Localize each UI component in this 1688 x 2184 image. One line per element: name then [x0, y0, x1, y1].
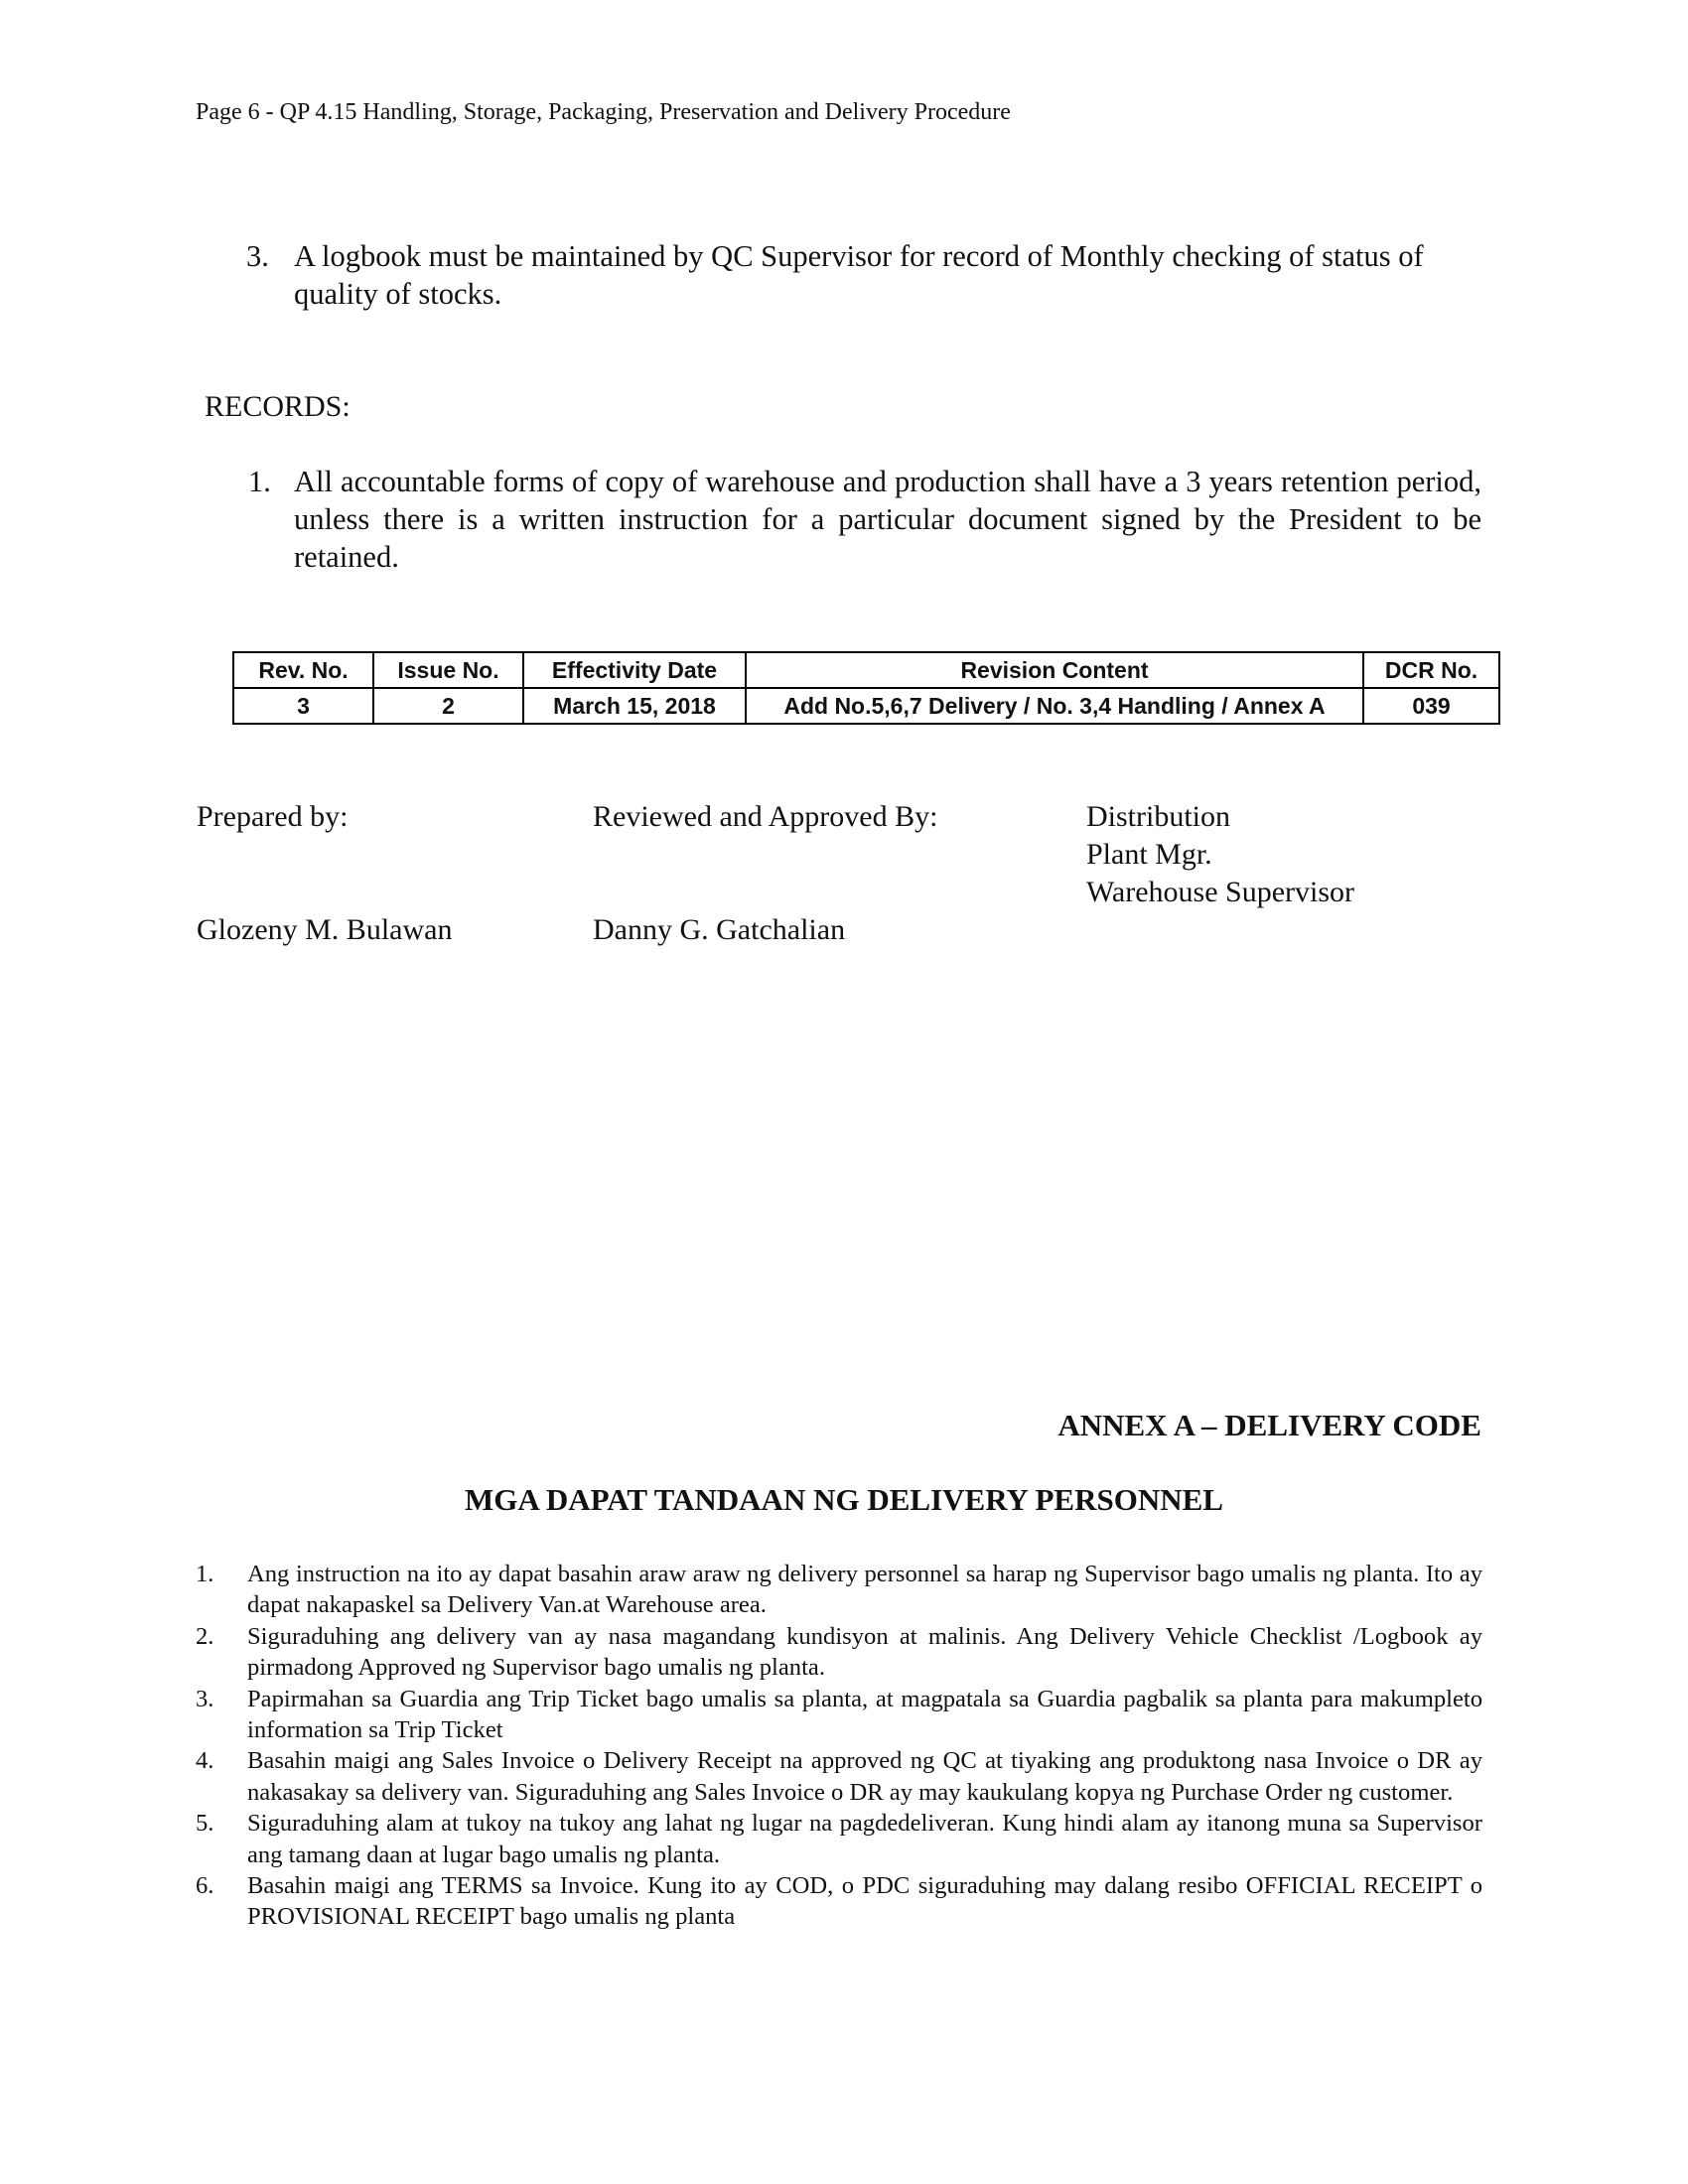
reviewed-by-name: Danny G. Gatchalian	[593, 913, 846, 946]
column-header: Rev. No.	[233, 652, 373, 688]
revision-table	[232, 651, 1500, 725]
list-number: 1.	[196, 1561, 214, 1587]
list-item	[196, 1684, 1482, 1746]
distribution-line: Distribution	[1086, 800, 1231, 833]
column-header: DCR No.	[1363, 652, 1499, 688]
list-number: 4.	[196, 1747, 214, 1775]
records-heading: RECORDS:	[205, 390, 351, 423]
annex-subtitle: MGA DAPAT TANDAAN NG DELIVERY PERSONNEL	[465, 1482, 1223, 1517]
list-text: Basahin maigi ang Sales Invoice o Delivery Receipt na approved ng QC at tiyaking ang produktong nasa Invoice o DR ay nakasakay sa delivery van. Siguraduhing ang Sales Invoice o DR ay may kaukulang kopya ng Purchase Order ng customer.	[247, 1747, 1482, 1806]
distribution-line: Warehouse Supervisor	[1086, 876, 1355, 908]
prepared-by-name: Glozeny M. Bulawan	[197, 913, 453, 946]
table-header-row	[233, 652, 1499, 688]
table-row	[233, 688, 1499, 724]
annex-title: ANNEX A – DELIVERY CODE	[1057, 1408, 1481, 1442]
table-cell: 039	[1363, 688, 1499, 724]
list-number: 3.	[246, 239, 269, 273]
list-item	[196, 1870, 1482, 1933]
prepared-by-label: Prepared by:	[197, 800, 349, 833]
reviewed-by-label: Reviewed and Approved By:	[593, 800, 938, 833]
list-text: Siguraduhing ang delivery van ay nasa magandang kundisyon at malinis. Ang Delivery Vehicle Checklist /Logbook ay pirmadong Approved ng Supervisor bago umalis ng planta.	[247, 1622, 1482, 1682]
column-header: Revision Content	[746, 652, 1363, 688]
list-number: 6.	[196, 1872, 214, 1900]
list-number: 3.	[196, 1685, 214, 1712]
page-header: Page 6 - QP 4.15 Handling, Storage, Packaging, Preservation and Delivery Procedure	[196, 99, 1011, 125]
list-text: Ang instruction na ito ay dapat basahin araw araw ng delivery personnel sa harap ng Supervisor bago umalis ng planta. Ito ay dapat nakapaskel sa Delivery Van.at Warehouse area.	[247, 1561, 1482, 1619]
list-text: All accountable forms of copy of warehouse and production shall have a 3 years retention period, unless there is a written instruction for a particular document signed by the President to be retained.	[294, 465, 1481, 574]
list-text: Basahin maigi ang TERMS sa Invoice. Kung ito ay COD, o PDC siguraduhing may dalang resibo OFFICIAL RECEIPT o PROVISIONAL RECEIPT bago umalis ng planta	[247, 1872, 1482, 1931]
list-item	[196, 1808, 1482, 1870]
table-cell: March 15, 2018	[523, 688, 746, 724]
list-item	[196, 1621, 1482, 1684]
list-text: A logbook must be maintained by QC Supervisor for record of Monthly checking of status of quality of stocks.	[294, 239, 1424, 311]
table-cell: 2	[373, 688, 523, 724]
column-header: Issue No.	[373, 652, 523, 688]
table-cell: Add No.5,6,7 Delivery / No. 3,4 Handling / Annex A	[746, 688, 1363, 724]
list-item	[196, 1745, 1482, 1808]
delivery-code-list	[196, 1559, 1482, 1933]
list-text: Papirmahan sa Guardia ang Trip Ticket bago umalis sa planta, at magpatala sa Guardia pagbalik sa planta para makumpleto information sa Trip Ticket	[247, 1685, 1482, 1744]
list-number: 1.	[248, 465, 271, 498]
column-header: Effectivity Date	[523, 652, 746, 688]
table-cell: 3	[233, 688, 373, 724]
distribution-line: Plant Mgr.	[1086, 838, 1212, 871]
list-item	[196, 1559, 1482, 1621]
list-number: 2.	[196, 1622, 214, 1650]
list-text: Siguraduhing alam at tukoy na tukoy ang lahat ng lugar na pagdedeliveran. Kung hindi alam ay itanong muna sa Supervisor ang tamang daan at lugar bago umalis ng planta.	[247, 1810, 1482, 1868]
list-number: 5.	[196, 1810, 214, 1838]
